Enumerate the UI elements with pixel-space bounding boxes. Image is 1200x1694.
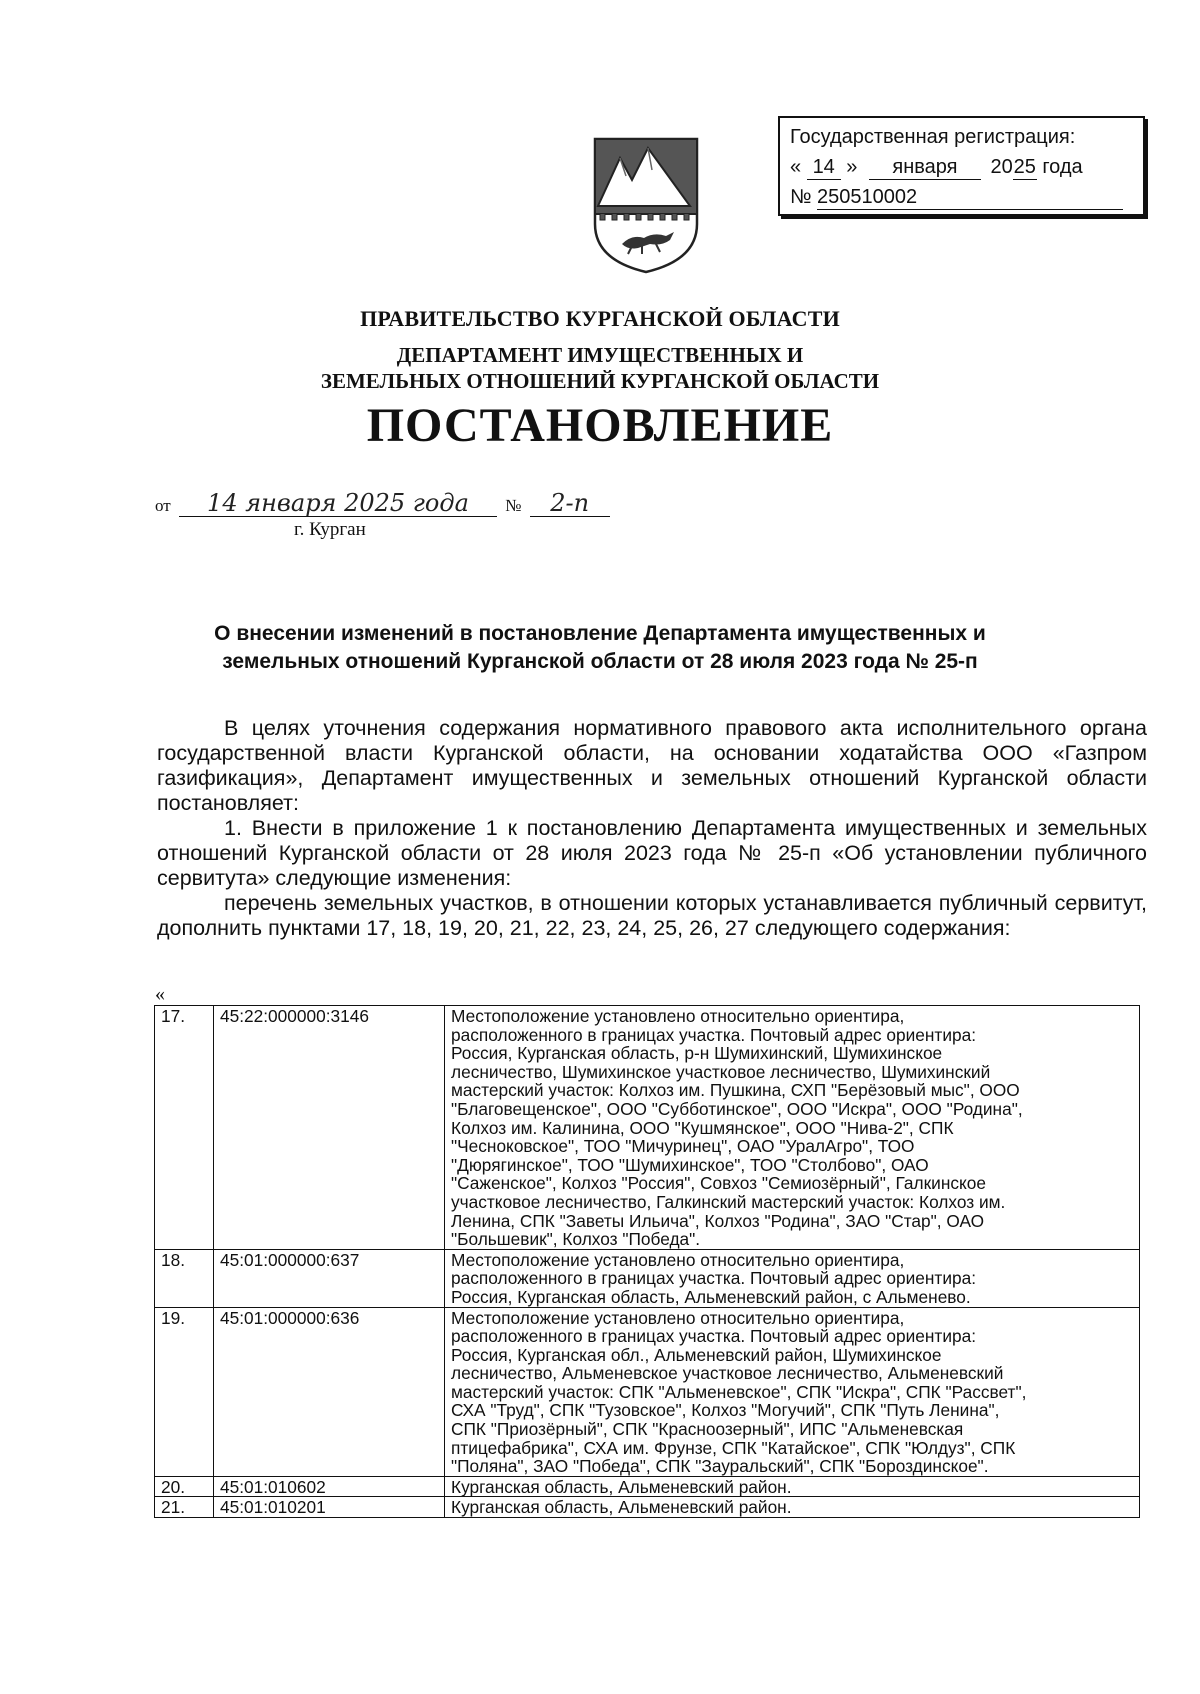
cadastral-number: 45:01:000000:637 [214,1249,445,1307]
registration-number: 250510002 [817,185,1123,210]
department-name-line2: ЗЕМЕЛЬНЫХ ОТНОШЕНИЙ КУРГАНСКОЙ ОБЛАСТИ [320,369,880,393]
plot-number: 18. [155,1249,214,1307]
address-line: Россия, Курганская область, р-н Шумихинский, Шумихинское [451,1043,943,1064]
address-line: "Саженское", Колхоз "Россия", Совхоз "Семиозёрный", Галкинское [451,1173,986,1194]
table-row [155,1249,1140,1307]
registration-quote-open: « [790,156,802,178]
subject-line1: О внесении изменений в постановление Департамента имущественных и [214,622,986,645]
address-line: СПК "Приозёрный", СПК "Красноозерный", ИПС "Альменевская [451,1419,964,1440]
document-subject [0,620,1200,676]
cadastral-number: 45:01:010602 [214,1476,445,1497]
registration-year-prefix: 20 [990,156,1013,178]
cadastral-number: 45:01:000000:636 [214,1307,445,1476]
address-line: лесничество, Шумихинское участковое лесничество, Шумихинский [451,1061,991,1082]
address-line: расположенного в границах участка. Почтовый адрес ориентира: [451,1268,976,1289]
address-line: Местоположение установлено относительно ориентира, [451,1307,905,1328]
address-line: лесничество, Альменевское участковое лесничество, Альменевский [451,1363,1004,1384]
address-line: птицефабрика", СХА им. Фрунзе, СПК "Катайское", СПК "Юлдуз", СПК [451,1437,1016,1458]
cadastral-number: 45:22:000000:3146 [214,1006,445,1250]
table-open-quote: « [155,983,165,1005]
address-line: мастерский участок: СПК "Альменевское", СПК "Искра", СПК "Рассвет", [451,1381,1027,1402]
address-line: Россия, Курганская область, Альменевский район, с Альменево. [451,1286,971,1307]
plot-address [445,1476,1140,1497]
registration-month: января [869,155,981,180]
body-paragraph-3: перечень земельных участков, в отношении которых устанавливается публичный сервитут, дополнить пунктами 17, 18, 19, 20, 21, 22, 23, 24, 25, 26, 27 следующего содержания: [157,891,1147,940]
plot-address [445,1497,1140,1518]
address-line: Россия, Курганская обл., Альменевский район, Шумихинское [451,1344,942,1365]
issue-line [155,490,610,517]
address-line: Курганская область, Альменевский район. [451,1476,792,1497]
body-paragraph-1: В целях уточнения содержания нормативного правового акта исполнительного органа государственной власти Курганской области, на основании ходатайства ООО «Газпром газификация», Департамент имущественных и земельных отношений Курганской области постановляет: [157,716,1147,815]
government-name: ПРАВИТЕЛЬСТВО КУРГАНСКОЙ ОБЛАСТИ [360,306,840,331]
registration-number-label: № [790,186,812,208]
address-line: Колхоз им. Калинина, ООО "Кушмянское", ООО "Нива-2", СПК [451,1117,954,1138]
address-line: Местоположение установлено относительно ориентира, [451,1249,905,1270]
plot-number: 20. [155,1476,214,1497]
registration-stamp [778,116,1145,216]
address-line: "Чесноковское", ТОО "Мичуринец", ОАО "УралАгро", ТОО [451,1136,915,1157]
registration-quote-close: » [846,156,858,178]
document-body [157,716,1147,941]
address-line: мастерский участок: Колхоз им. Пушкина, СХП "Берёзовый мыс", ООО [451,1080,1020,1101]
department-name [0,342,1200,394]
address-line: Ленина, СПК "Заветы Ильича", Колхоз "Родина", ЗАО "Стар", ОАО [451,1210,985,1231]
address-line: "Дюрягинское", ТОО "Шумихинское", ТОО "Столбово", ОАО [451,1154,929,1175]
date-prefix: от [155,496,171,515]
subject-line2: земельных отношений Курганской области от 28 июля 2023 года № 25-п [222,650,978,673]
handwritten-date: 14 января 2025 года [179,490,497,517]
plot-address [445,1006,1140,1250]
cadastral-number: 45:01:010201 [214,1497,445,1518]
department-name-line1: ДЕПАРТАМЕНТ ИМУЩЕСТВЕННЫХ И [396,343,804,367]
table-row [155,1307,1140,1476]
body-paragraph-2: 1. Внести в приложение 1 к постановлению Департамента имущественных и земельных отношений Курганской области от 28 июля 2023 года № 25-п «Об установлении публичного сервитута» следующие изменения: [157,816,1147,890]
registration-number-line [790,182,1133,212]
coat-of-arms-icon [592,136,700,274]
plot-address [445,1249,1140,1307]
plot-number: 19. [155,1307,214,1476]
address-line: Курганская область, Альменевский район. [451,1497,792,1518]
registration-day: 14 [807,155,841,180]
address-line: расположенного в границах участка. Почтовый адрес ориентира: [451,1024,976,1045]
plot-address [445,1307,1140,1476]
registration-date [790,152,1133,182]
registration-year-suffix: 25 [1013,156,1036,178]
table-row [155,1476,1140,1497]
address-line: "Благовещенское", ООО "Субботинское", ООО "Искра", ООО "Родина", [451,1098,1023,1119]
address-line: участковое лесничество, Галкинский мастерский участок: Колхоз им. [451,1191,1006,1212]
plot-number: 17. [155,1006,214,1250]
registration-year-word: года [1042,156,1083,178]
city: г. Курган [294,519,366,540]
handwritten-number: 2-п [530,490,610,517]
table-row [155,1497,1140,1518]
number-label: № [505,496,522,515]
registration-title: Государственная регистрация: [790,126,1076,148]
address-line: Местоположение установлено относительно ориентира, [451,1006,905,1026]
address-line: расположенного в границах участка. Почтовый адрес ориентира: [451,1326,976,1347]
document-type: ПОСТАНОВЛЕНИЕ [366,399,834,452]
land-plots-table [154,1005,1140,1518]
address-line: "Большевик", Колхоз "Победа". [451,1229,701,1250]
plot-number: 21. [155,1497,214,1518]
address-line: "Поляна", ЗАО "Победа", СПК "Зауральский", СПК "Бороздинское". [451,1456,989,1477]
table-row [155,1006,1140,1250]
address-line: СХА "Труд", СПК "Тузовское", Колхоз "Могучий", СПК "Путь Ленина", [451,1400,1000,1421]
